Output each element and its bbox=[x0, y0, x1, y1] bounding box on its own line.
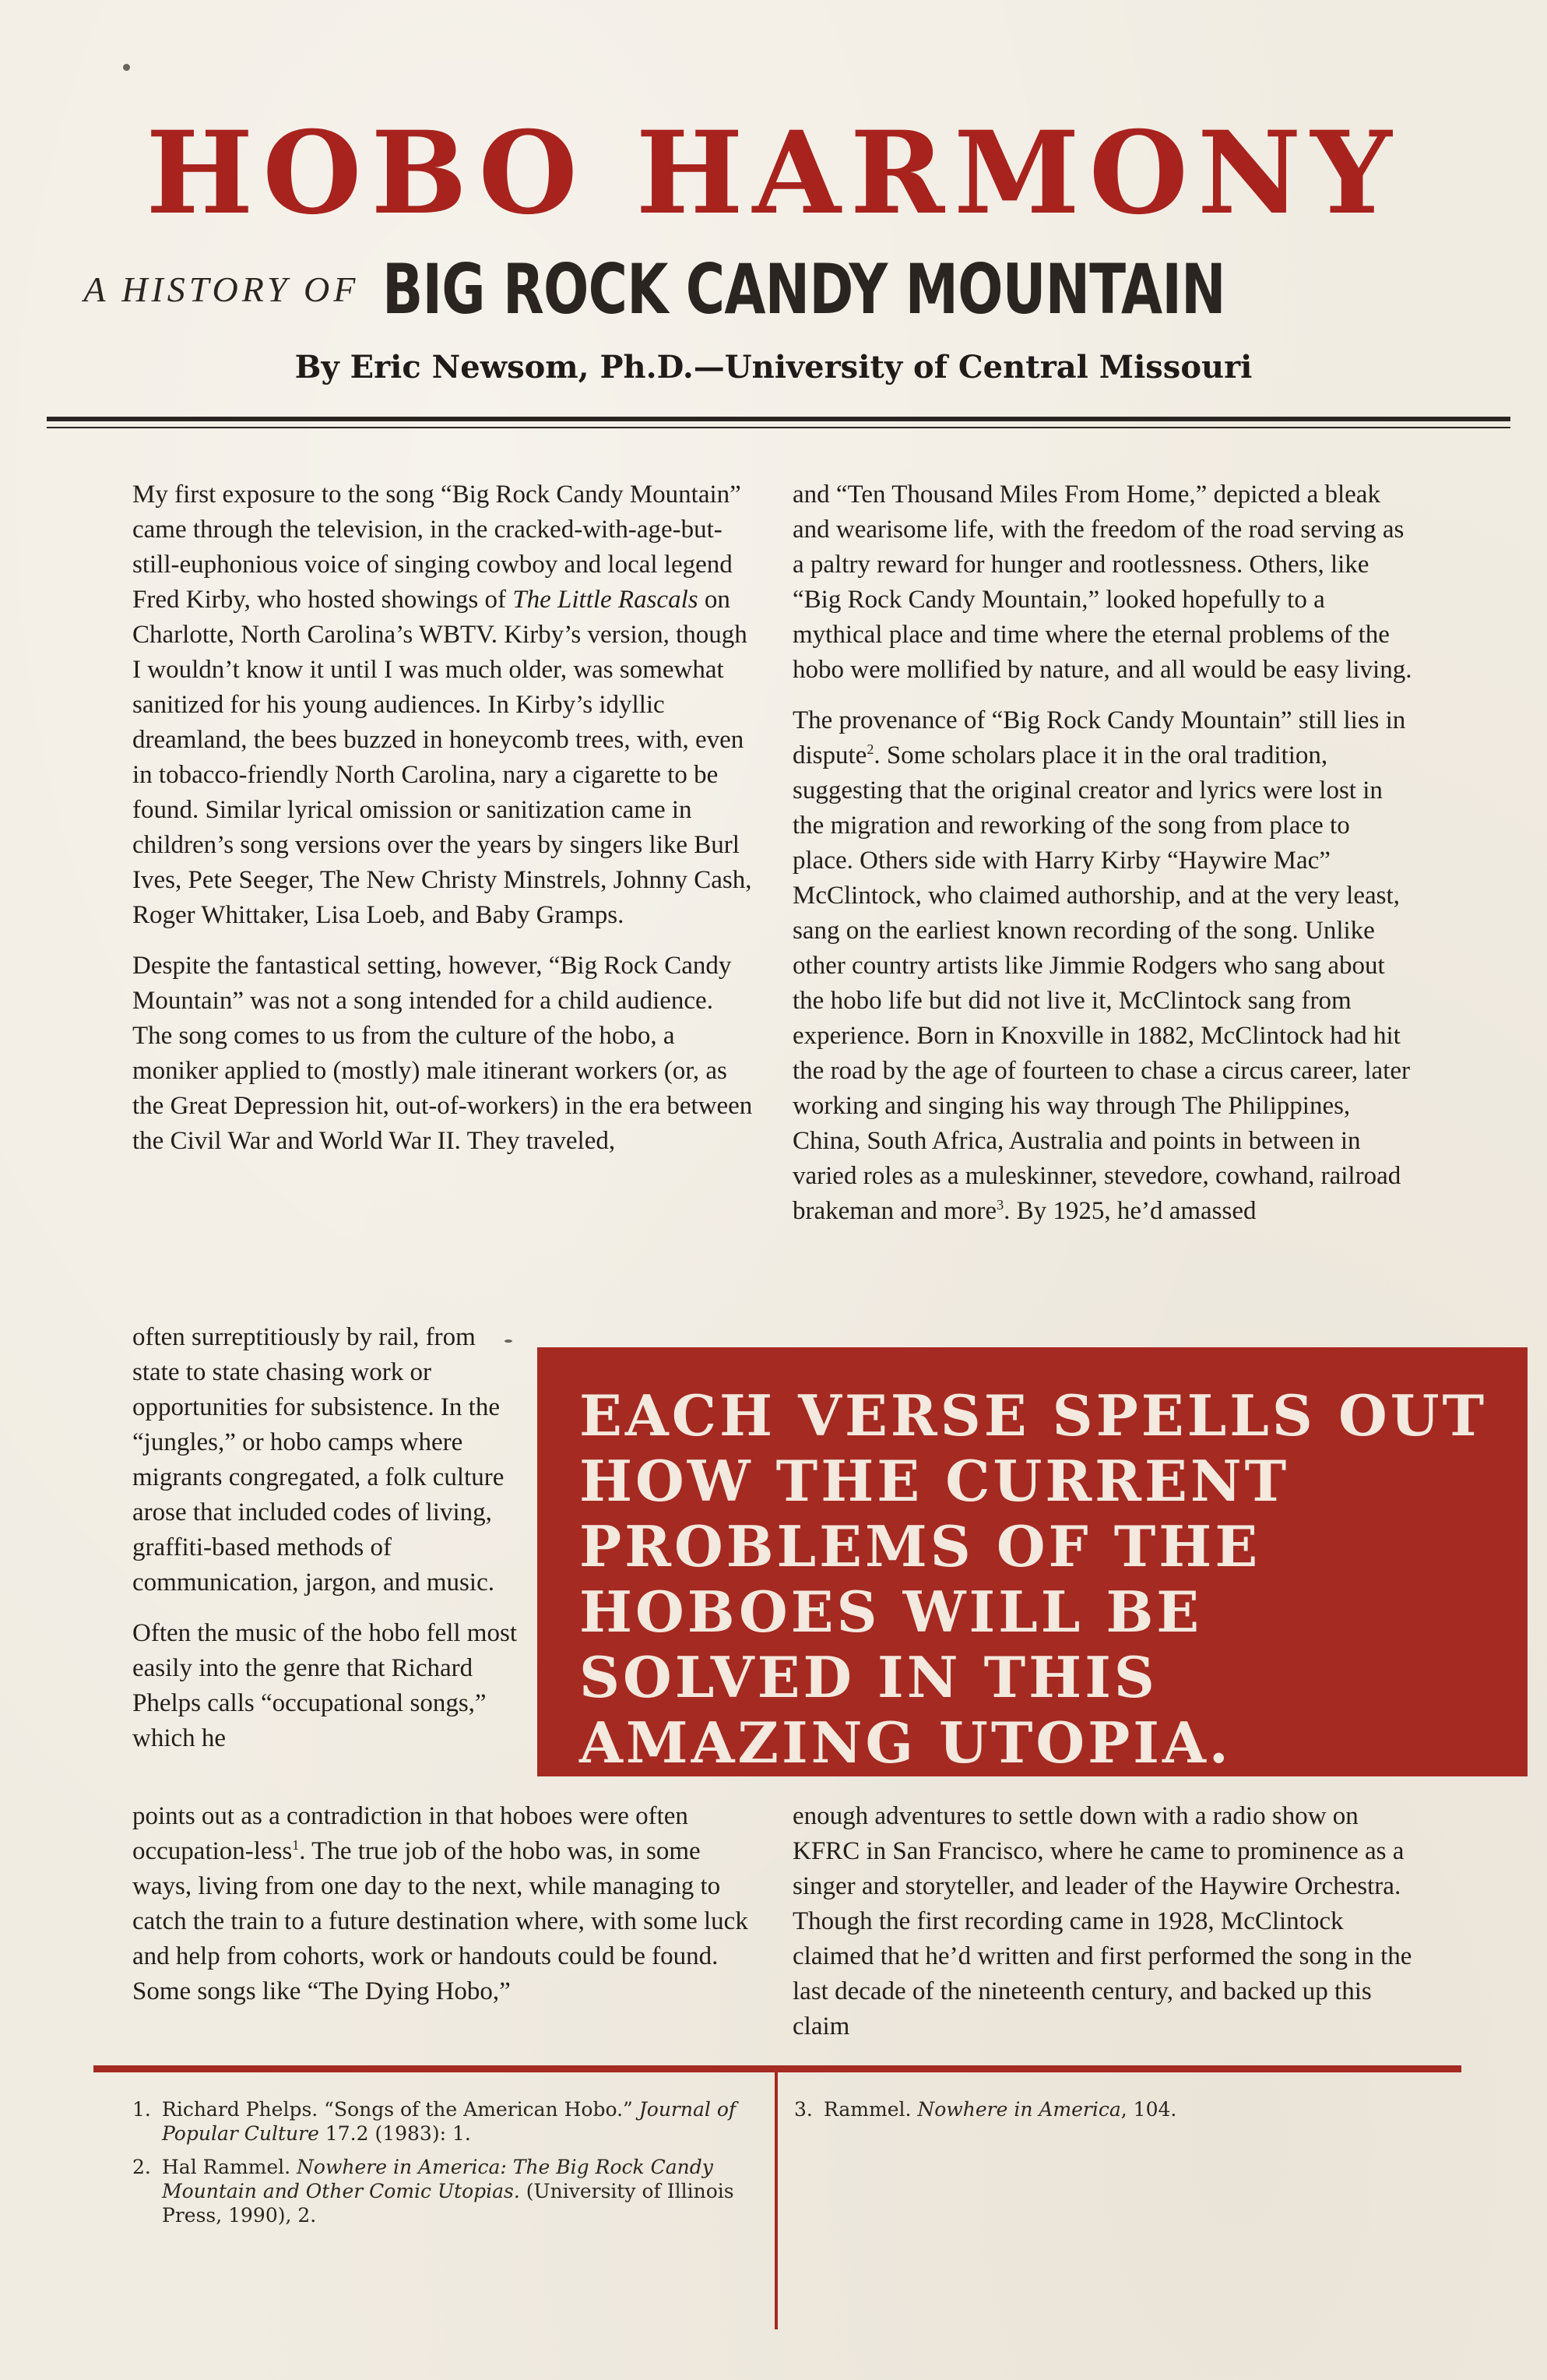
subtitle bbox=[0, 249, 1547, 329]
subtitle-prefix: A HISTORY OF bbox=[83, 269, 360, 309]
footnote-divider bbox=[775, 2072, 778, 2329]
paper-speck bbox=[123, 64, 130, 71]
footnote: 3. Rammel. Nowhere in America, 104. bbox=[794, 2098, 1177, 2121]
footnotes-right bbox=[794, 2097, 1417, 2131]
footnote-ref: 1 bbox=[292, 1837, 300, 1853]
footnote-rule bbox=[93, 2065, 1461, 2072]
paragraph: Often the music of the hobo fell most easily into the genre that Richard Phelps calls “occupational songs,” which he bbox=[132, 1619, 517, 1752]
footnote: 2. Hal Rammel. Nowhere in America: The Big Rock Candy Mountain and Other Comic Utopias. (University of Illinois Press, 1990), 2. bbox=[132, 2156, 734, 2227]
paragraph: enough adventures to settle down with a radio show on KFRC in San Francisco, where he came to prominence as a singer and storyteller, and leader of the Haywire Orchestra. Though the first recording came in 1928, McClintock claimed that he’d written and first performed the song in the last decade of the nineteenth century, and backed up this claim bbox=[793, 1802, 1412, 2040]
footnote-ref: 3 bbox=[997, 1197, 1004, 1213]
left-column-lower bbox=[132, 1799, 755, 2009]
header-rule-thin bbox=[47, 427, 1510, 428]
show-title: The Little Rascals bbox=[512, 586, 698, 614]
paragraph: and “Ten Thousand Miles From Home,” depicted a bleak and wearisome life, with the freedom of the road serving as a paltry reward for hunger and rootlessness. Others, like “Big Rock Candy Mountain,” looked hopefully to a mythical place and time where the eternal problems of the hobo were mollified by nature, and all would be easy living. bbox=[793, 481, 1412, 684]
pull-quote: EACH VERSE SPELLS OUT HOW THE CURRENT PROBLEMS OF THE HOBOES WILL BE SOLVED IN THIS AMAZING UTOPIA. bbox=[537, 1347, 1528, 1776]
paragraph: Despite the fantastical setting, however, “Big Rock Candy Mountain” was not a song intended for a child audience. The song comes to us from the culture of the hobo, a moniker applied to (mostly) male itinerant workers (or, as the Great Depression hit, out-of-workers) in the era between the Civil War and World War II. They traveled, bbox=[132, 952, 753, 1155]
paragraph: often surreptitiously by rail, from state to state chasing work or opportunities for subsistence. In the “jungles,” or hobo camps where migrants congregated, a folk culture arose that included codes of living, graffiti-based methods of communication, jargon, and music. bbox=[132, 1323, 505, 1597]
paragraph: points out as a contradiction in that hoboes were often occupation-less$^1$. The true job of the hobo was, in some ways, living from one day to the next, while managing to catch the train to a future destination where, with some luck and help from cohorts, work or handouts could be found. Some songs like “The Dying Hobo,” bbox=[132, 1802, 748, 2005]
right-column-lower bbox=[793, 1799, 1415, 2044]
left-column-narrow bbox=[132, 1320, 522, 1756]
footnotes-left bbox=[132, 2097, 755, 2237]
header-rule bbox=[47, 417, 1510, 421]
footnote-ref: 2 bbox=[867, 741, 874, 757]
page-title: HOBO HARMONY bbox=[146, 107, 1401, 240]
subtitle-main: BIG ROCK CANDY MOUNTAIN bbox=[382, 249, 1226, 329]
footnote: 1. Richard Phelps. “Songs of the American Hobo.” Journal of Popular Culture 17.2 (1983): 1. bbox=[132, 2098, 737, 2145]
paragraph: The provenance of “Big Rock Candy Mountain” still lies in dispute$^2$. Some scholars place it in the oral tradition, suggesting that the original creator and lyrics were lost in the migration and reworking of the song from place to place. Others side with Harry Kirby “Haywire Mac” McClintock, who claimed authorship, and at the very least, sang on the earliest known recording of the song. Unlike other country artists like Jimmie Rodgers who sang about the hobo life but did not live it, McClintock sang from experience. Born in Knoxville in 1882, McClintock had hit the road by the age of fourteen to chase a circus career, later working and singing his way through The Philippines, China, South Africa, Australia and points in between in varied roles as a muleskinner, stevedore, cowhand, railroad brakeman and more$^3$. By 1925, he’d amassed bbox=[793, 706, 1410, 1225]
left-column-upper bbox=[132, 477, 755, 1174]
byline: By Eric Newsom, Ph.D.—University of Central Missouri bbox=[294, 349, 1253, 386]
right-column-upper bbox=[793, 477, 1415, 1229]
paragraph: My first exposure to the song “Big Rock Candy Mountain” came through the television, in the cracked-with-age-but-still-euphonious voice of singing cowboy and local legend Fred Kirby, who hosted showings of The Little Rascals on Charlotte, North Carolina’s WBTV. Kirby’s version, though I wouldn’t know it until I was much older, was somewhat sanitized for his young audiences. In Kirby’s idyllic dreamland, the bees buzzed in honeycomb trees, with, even in tobacco-friendly North Carolina, nary a cigarette to be found. Similar lyrical omission or sanitization came in children’s song versions over the years by singers like Burl Ives, Pete Seeger, The New Christy Minstrels, Johnny Cash, Roger Whittaker, Lisa Loeb, and Baby Gramps. bbox=[132, 481, 752, 929]
